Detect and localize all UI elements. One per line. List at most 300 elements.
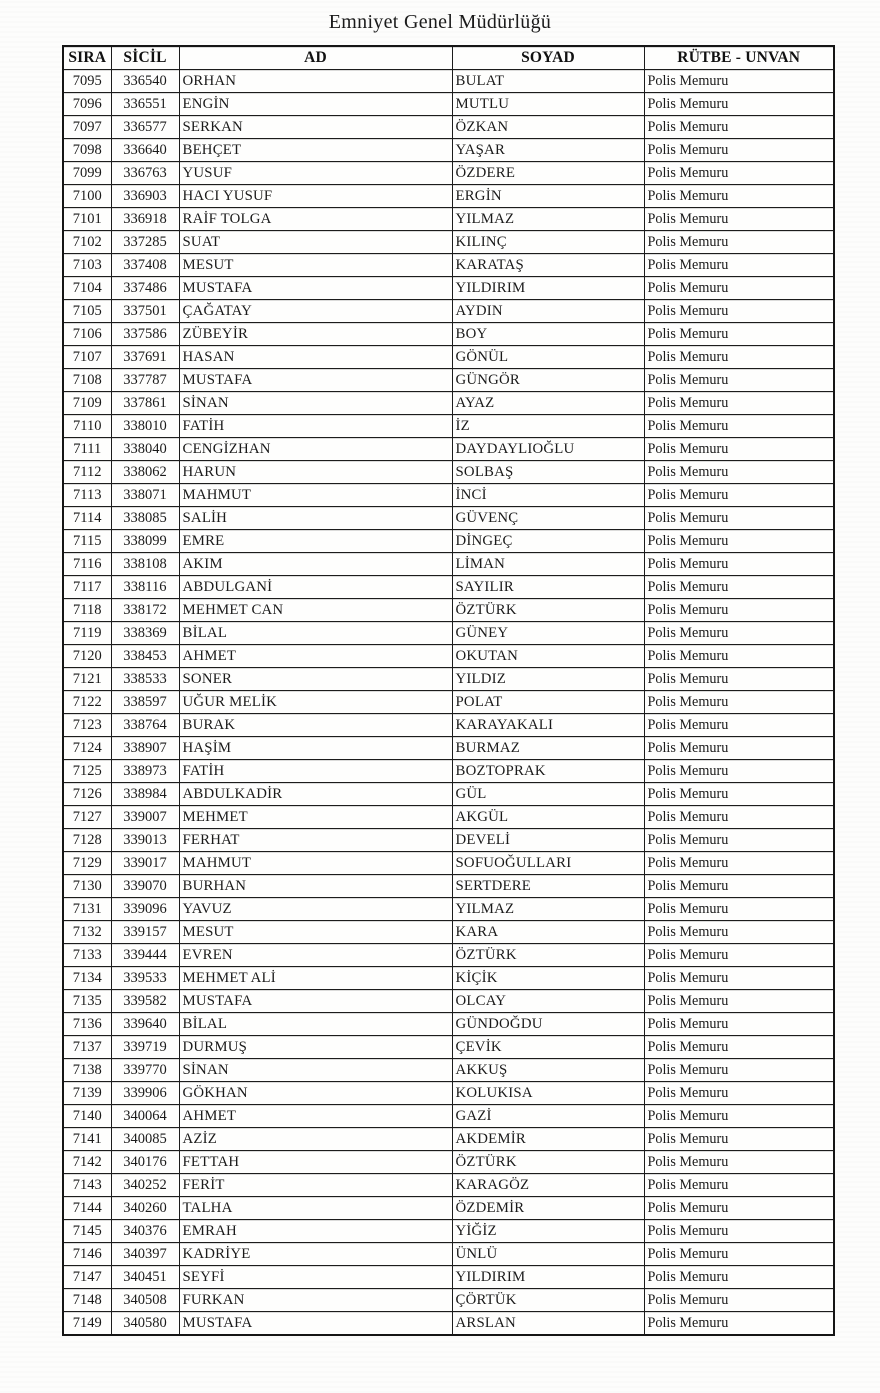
cell-ad: YUSUF	[179, 162, 452, 185]
cell-sicil: 339013	[111, 829, 179, 852]
cell-ad: ABDULKADİR	[179, 783, 452, 806]
cell-rutbe: Polis Memuru	[644, 990, 834, 1013]
cell-sira: 7140	[63, 1105, 111, 1128]
table-row	[63, 760, 834, 783]
cell-sicil: 340397	[111, 1243, 179, 1266]
cell-rutbe: Polis Memuru	[644, 852, 834, 875]
cell-rutbe: Polis Memuru	[644, 829, 834, 852]
cell-ad: FURKAN	[179, 1289, 452, 1312]
cell-soyad: OLCAY	[452, 990, 644, 1013]
cell-rutbe: Polis Memuru	[644, 1289, 834, 1312]
cell-sira: 7141	[63, 1128, 111, 1151]
cell-soyad: ÜNLÜ	[452, 1243, 644, 1266]
cell-ad: SEYFİ	[179, 1266, 452, 1289]
cell-soyad: KARAGÖZ	[452, 1174, 644, 1197]
cell-sicil: 340252	[111, 1174, 179, 1197]
table-header	[63, 46, 834, 70]
cell-soyad: AKKUŞ	[452, 1059, 644, 1082]
cell-rutbe: Polis Memuru	[644, 369, 834, 392]
cell-sicil: 339007	[111, 806, 179, 829]
cell-sira: 7118	[63, 599, 111, 622]
cell-sira: 7132	[63, 921, 111, 944]
cell-soyad: İZ	[452, 415, 644, 438]
cell-ad: ORHAN	[179, 70, 452, 93]
cell-rutbe: Polis Memuru	[644, 1105, 834, 1128]
cell-rutbe: Polis Memuru	[644, 944, 834, 967]
cell-soyad: GÜNGÖR	[452, 369, 644, 392]
cell-sicil: 338116	[111, 576, 179, 599]
cell-rutbe: Polis Memuru	[644, 1013, 834, 1036]
cell-sicil: 338040	[111, 438, 179, 461]
cell-soyad: GÖNÜL	[452, 346, 644, 369]
table-row	[63, 1151, 834, 1174]
cell-rutbe: Polis Memuru	[644, 1220, 834, 1243]
table-row	[63, 806, 834, 829]
cell-sicil: 336903	[111, 185, 179, 208]
cell-rutbe: Polis Memuru	[644, 162, 834, 185]
cell-rutbe: Polis Memuru	[644, 1243, 834, 1266]
cell-sicil: 340580	[111, 1312, 179, 1336]
cell-sira: 7143	[63, 1174, 111, 1197]
table-row	[63, 116, 834, 139]
cell-sicil: 338597	[111, 691, 179, 714]
cell-sira: 7134	[63, 967, 111, 990]
cell-sicil: 339444	[111, 944, 179, 967]
cell-sira: 7104	[63, 277, 111, 300]
cell-ad: HACI YUSUF	[179, 185, 452, 208]
cell-rutbe: Polis Memuru	[644, 645, 834, 668]
cell-rutbe: Polis Memuru	[644, 622, 834, 645]
cell-soyad: DAYDAYLIOĞLU	[452, 438, 644, 461]
cell-ad: AHMET	[179, 1105, 452, 1128]
cell-ad: BEHÇET	[179, 139, 452, 162]
cell-sicil: 337861	[111, 392, 179, 415]
cell-soyad: AYAZ	[452, 392, 644, 415]
table-row	[63, 737, 834, 760]
cell-soyad: BULAT	[452, 70, 644, 93]
cell-sira: 7103	[63, 254, 111, 277]
cell-soyad: GÜNEY	[452, 622, 644, 645]
cell-rutbe: Polis Memuru	[644, 116, 834, 139]
cell-rutbe: Polis Memuru	[644, 461, 834, 484]
table-row	[63, 967, 834, 990]
cell-rutbe: Polis Memuru	[644, 231, 834, 254]
cell-sira: 7108	[63, 369, 111, 392]
table-row	[63, 1013, 834, 1036]
cell-sicil: 339640	[111, 1013, 179, 1036]
table-row	[63, 622, 834, 645]
cell-sicil: 336640	[111, 139, 179, 162]
cell-rutbe: Polis Memuru	[644, 415, 834, 438]
cell-soyad: KİÇİK	[452, 967, 644, 990]
cell-sicil: 340451	[111, 1266, 179, 1289]
cell-soyad: KARATAŞ	[452, 254, 644, 277]
cell-rutbe: Polis Memuru	[644, 875, 834, 898]
cell-sira: 7099	[63, 162, 111, 185]
cell-sicil: 340176	[111, 1151, 179, 1174]
column-header-sira: SIRA	[63, 46, 111, 70]
cell-sicil: 340508	[111, 1289, 179, 1312]
cell-ad: MESUT	[179, 254, 452, 277]
cell-ad: BURAK	[179, 714, 452, 737]
cell-rutbe: Polis Memuru	[644, 1151, 834, 1174]
cell-rutbe: Polis Memuru	[644, 553, 834, 576]
table-row	[63, 346, 834, 369]
table-row	[63, 1266, 834, 1289]
cell-ad: EVREN	[179, 944, 452, 967]
cell-sira: 7112	[63, 461, 111, 484]
cell-sicil: 338085	[111, 507, 179, 530]
cell-sicil: 336918	[111, 208, 179, 231]
column-header-soyad: SOYAD	[452, 46, 644, 70]
cell-sira: 7125	[63, 760, 111, 783]
cell-soyad: AKGÜL	[452, 806, 644, 829]
cell-ad: HAŞİM	[179, 737, 452, 760]
cell-sicil: 338533	[111, 668, 179, 691]
cell-sicil: 339719	[111, 1036, 179, 1059]
table-row	[63, 461, 834, 484]
cell-soyad: POLAT	[452, 691, 644, 714]
cell-ad: AHMET	[179, 645, 452, 668]
cell-sira: 7147	[63, 1266, 111, 1289]
cell-ad: SONER	[179, 668, 452, 691]
cell-sicil: 340064	[111, 1105, 179, 1128]
table-row	[63, 277, 834, 300]
cell-rutbe: Polis Memuru	[644, 921, 834, 944]
cell-sicil: 339770	[111, 1059, 179, 1082]
cell-sira: 7113	[63, 484, 111, 507]
table-row	[63, 139, 834, 162]
cell-soyad: YILMAZ	[452, 898, 644, 921]
cell-sicil: 339096	[111, 898, 179, 921]
cell-rutbe: Polis Memuru	[644, 737, 834, 760]
table-row	[63, 1059, 834, 1082]
cell-ad: EMRAH	[179, 1220, 452, 1243]
cell-sicil: 339070	[111, 875, 179, 898]
cell-soyad: YİĞİZ	[452, 1220, 644, 1243]
cell-ad: MUSTAFA	[179, 369, 452, 392]
cell-ad: MAHMUT	[179, 852, 452, 875]
cell-soyad: KOLUKISA	[452, 1082, 644, 1105]
table-row	[63, 254, 834, 277]
cell-rutbe: Polis Memuru	[644, 392, 834, 415]
cell-soyad: ÖZKAN	[452, 116, 644, 139]
cell-sicil: 340260	[111, 1197, 179, 1220]
cell-rutbe: Polis Memuru	[644, 967, 834, 990]
cell-rutbe: Polis Memuru	[644, 277, 834, 300]
table-row	[63, 1036, 834, 1059]
cell-sira: 7124	[63, 737, 111, 760]
cell-rutbe: Polis Memuru	[644, 668, 834, 691]
cell-ad: BİLAL	[179, 622, 452, 645]
table-row	[63, 208, 834, 231]
cell-sira: 7114	[63, 507, 111, 530]
cell-ad: MESUT	[179, 921, 452, 944]
cell-soyad: BURMAZ	[452, 737, 644, 760]
cell-sira: 7110	[63, 415, 111, 438]
column-header-sicil: SİCİL	[111, 46, 179, 70]
cell-sicil: 338984	[111, 783, 179, 806]
table-row	[63, 1312, 834, 1336]
cell-sicil: 339533	[111, 967, 179, 990]
cell-sira: 7102	[63, 231, 111, 254]
cell-soyad: KILINÇ	[452, 231, 644, 254]
table-row	[63, 93, 834, 116]
cell-sicil: 338108	[111, 553, 179, 576]
cell-soyad: ÇÖRTÜK	[452, 1289, 644, 1312]
cell-rutbe: Polis Memuru	[644, 576, 834, 599]
cell-sicil: 338453	[111, 645, 179, 668]
cell-soyad: İNCİ	[452, 484, 644, 507]
cell-rutbe: Polis Memuru	[644, 93, 834, 116]
cell-ad: EMRE	[179, 530, 452, 553]
cell-rutbe: Polis Memuru	[644, 898, 834, 921]
cell-sicil: 339582	[111, 990, 179, 1013]
cell-rutbe: Polis Memuru	[644, 346, 834, 369]
table-row	[63, 369, 834, 392]
cell-soyad: ÖZTÜRK	[452, 1151, 644, 1174]
cell-sicil: 337787	[111, 369, 179, 392]
table-row	[63, 1289, 834, 1312]
cell-sicil: 338172	[111, 599, 179, 622]
cell-sira: 7116	[63, 553, 111, 576]
cell-sira: 7106	[63, 323, 111, 346]
table-row	[63, 1082, 834, 1105]
cell-sicil: 339157	[111, 921, 179, 944]
table-row	[63, 392, 834, 415]
cell-sira: 7100	[63, 185, 111, 208]
cell-soyad: ÖZDERE	[452, 162, 644, 185]
cell-sira: 7129	[63, 852, 111, 875]
cell-sira: 7135	[63, 990, 111, 1013]
cell-sira: 7144	[63, 1197, 111, 1220]
table-row	[63, 691, 834, 714]
cell-soyad: MUTLU	[452, 93, 644, 116]
table-row	[63, 231, 834, 254]
cell-ad: FETTAH	[179, 1151, 452, 1174]
cell-ad: TALHA	[179, 1197, 452, 1220]
cell-sira: 7120	[63, 645, 111, 668]
column-header-ad: AD	[179, 46, 452, 70]
cell-soyad: YILDIZ	[452, 668, 644, 691]
cell-sira: 7138	[63, 1059, 111, 1082]
cell-sira: 7101	[63, 208, 111, 231]
table-row	[63, 507, 834, 530]
cell-sira: 7105	[63, 300, 111, 323]
table-row	[63, 944, 834, 967]
cell-sira: 7111	[63, 438, 111, 461]
cell-rutbe: Polis Memuru	[644, 254, 834, 277]
cell-ad: RAİF TOLGA	[179, 208, 452, 231]
cell-sicil: 338099	[111, 530, 179, 553]
cell-sira: 7121	[63, 668, 111, 691]
table-row	[63, 829, 834, 852]
table-row	[63, 875, 834, 898]
header-row	[63, 46, 834, 70]
cell-ad: ÇAĞATAY	[179, 300, 452, 323]
table-row	[63, 553, 834, 576]
cell-rutbe: Polis Memuru	[644, 714, 834, 737]
cell-soyad: ERGİN	[452, 185, 644, 208]
cell-sira: 7126	[63, 783, 111, 806]
table-row	[63, 530, 834, 553]
cell-rutbe: Polis Memuru	[644, 185, 834, 208]
cell-rutbe: Polis Memuru	[644, 507, 834, 530]
cell-soyad: SOFUOĞULLARI	[452, 852, 644, 875]
cell-sira: 7133	[63, 944, 111, 967]
cell-sicil: 338369	[111, 622, 179, 645]
cell-sicil: 337501	[111, 300, 179, 323]
table-row	[63, 323, 834, 346]
cell-sira: 7145	[63, 1220, 111, 1243]
cell-ad: MEHMET ALİ	[179, 967, 452, 990]
cell-sicil: 338062	[111, 461, 179, 484]
column-header-rutbe: RÜTBE - UNVAN	[644, 46, 834, 70]
cell-sira: 7122	[63, 691, 111, 714]
cell-sira: 7146	[63, 1243, 111, 1266]
page-title: Emniyet Genel Müdürlüğü	[328, 11, 552, 33]
cell-rutbe: Polis Memuru	[644, 691, 834, 714]
cell-ad: FERİT	[179, 1174, 452, 1197]
cell-rutbe: Polis Memuru	[644, 599, 834, 622]
cell-ad: CENGİZHAN	[179, 438, 452, 461]
cell-ad: HARUN	[179, 461, 452, 484]
personnel-table	[62, 45, 835, 1336]
cell-sicil: 337285	[111, 231, 179, 254]
cell-soyad: SERTDERE	[452, 875, 644, 898]
cell-ad: BURHAN	[179, 875, 452, 898]
table-row	[63, 783, 834, 806]
table-row	[63, 668, 834, 691]
cell-rutbe: Polis Memuru	[644, 530, 834, 553]
cell-ad: MEHMET CAN	[179, 599, 452, 622]
cell-soyad: ÖZTÜRK	[452, 599, 644, 622]
cell-rutbe: Polis Memuru	[644, 1312, 834, 1336]
cell-sira: 7128	[63, 829, 111, 852]
cell-sira: 7127	[63, 806, 111, 829]
cell-soyad: BOY	[452, 323, 644, 346]
table-row	[63, 1105, 834, 1128]
table-row	[63, 484, 834, 507]
table-row	[63, 990, 834, 1013]
table-row	[63, 898, 834, 921]
cell-soyad: ARSLAN	[452, 1312, 644, 1336]
cell-sicil: 336540	[111, 70, 179, 93]
cell-sicil: 338010	[111, 415, 179, 438]
cell-ad: DURMUŞ	[179, 1036, 452, 1059]
cell-sicil: 339906	[111, 1082, 179, 1105]
cell-rutbe: Polis Memuru	[644, 438, 834, 461]
cell-sicil: 339017	[111, 852, 179, 875]
cell-ad: ZÜBEYİR	[179, 323, 452, 346]
table-row	[63, 599, 834, 622]
cell-soyad: SAYILIR	[452, 576, 644, 599]
cell-soyad: GÜL	[452, 783, 644, 806]
cell-soyad: SOLBAŞ	[452, 461, 644, 484]
cell-rutbe: Polis Memuru	[644, 1082, 834, 1105]
cell-ad: SALİH	[179, 507, 452, 530]
table-row	[63, 415, 834, 438]
cell-ad: MUSTAFA	[179, 990, 452, 1013]
cell-ad: SİNAN	[179, 1059, 452, 1082]
cell-sira: 7119	[63, 622, 111, 645]
cell-rutbe: Polis Memuru	[644, 1266, 834, 1289]
cell-sicil: 337408	[111, 254, 179, 277]
table-row	[63, 1243, 834, 1266]
cell-rutbe: Polis Memuru	[644, 208, 834, 231]
cell-soyad: BOZTOPRAK	[452, 760, 644, 783]
cell-ad: YAVUZ	[179, 898, 452, 921]
cell-sicil: 338764	[111, 714, 179, 737]
table-row	[63, 576, 834, 599]
cell-rutbe: Polis Memuru	[644, 806, 834, 829]
cell-sira: 7095	[63, 70, 111, 93]
cell-soyad: YILDIRIM	[452, 277, 644, 300]
cell-soyad: LİMAN	[452, 553, 644, 576]
cell-rutbe: Polis Memuru	[644, 1059, 834, 1082]
table-body	[63, 70, 834, 1336]
table-row	[63, 185, 834, 208]
cell-rutbe: Polis Memuru	[644, 139, 834, 162]
table-row	[63, 70, 834, 93]
cell-sicil: 337586	[111, 323, 179, 346]
cell-sira: 7148	[63, 1289, 111, 1312]
cell-sira: 7123	[63, 714, 111, 737]
cell-soyad: YILDIRIM	[452, 1266, 644, 1289]
cell-ad: MAHMUT	[179, 484, 452, 507]
cell-soyad: ÖZTÜRK	[452, 944, 644, 967]
cell-rutbe: Polis Memuru	[644, 70, 834, 93]
cell-sira: 7109	[63, 392, 111, 415]
cell-soyad: AYDIN	[452, 300, 644, 323]
cell-sicil: 336577	[111, 116, 179, 139]
cell-sira: 7149	[63, 1312, 111, 1336]
cell-ad: BİLAL	[179, 1013, 452, 1036]
cell-rutbe: Polis Memuru	[644, 484, 834, 507]
table-row	[63, 1174, 834, 1197]
cell-soyad: DEVELİ	[452, 829, 644, 852]
cell-ad: AZİZ	[179, 1128, 452, 1151]
cell-sicil: 336551	[111, 93, 179, 116]
cell-ad: FATİH	[179, 760, 452, 783]
cell-ad: MUSTAFA	[179, 277, 452, 300]
cell-sira: 7096	[63, 93, 111, 116]
table-row	[63, 300, 834, 323]
table-row	[63, 438, 834, 461]
cell-soyad: YILMAZ	[452, 208, 644, 231]
cell-sicil: 338973	[111, 760, 179, 783]
cell-soyad: ÇEVİK	[452, 1036, 644, 1059]
cell-rutbe: Polis Memuru	[644, 323, 834, 346]
cell-ad: GÖKHAN	[179, 1082, 452, 1105]
cell-ad: FERHAT	[179, 829, 452, 852]
table-row	[63, 714, 834, 737]
cell-soyad: KARA	[452, 921, 644, 944]
cell-rutbe: Polis Memuru	[644, 1197, 834, 1220]
cell-soyad: GÜVENÇ	[452, 507, 644, 530]
cell-ad: SUAT	[179, 231, 452, 254]
cell-sira: 7117	[63, 576, 111, 599]
cell-sicil: 336763	[111, 162, 179, 185]
cell-sira: 7131	[63, 898, 111, 921]
cell-ad: KADRİYE	[179, 1243, 452, 1266]
cell-rutbe: Polis Memuru	[644, 1174, 834, 1197]
cell-soyad: YAŞAR	[452, 139, 644, 162]
cell-soyad: GAZİ	[452, 1105, 644, 1128]
cell-ad: AKIM	[179, 553, 452, 576]
cell-sicil: 337486	[111, 277, 179, 300]
table-row	[63, 1128, 834, 1151]
